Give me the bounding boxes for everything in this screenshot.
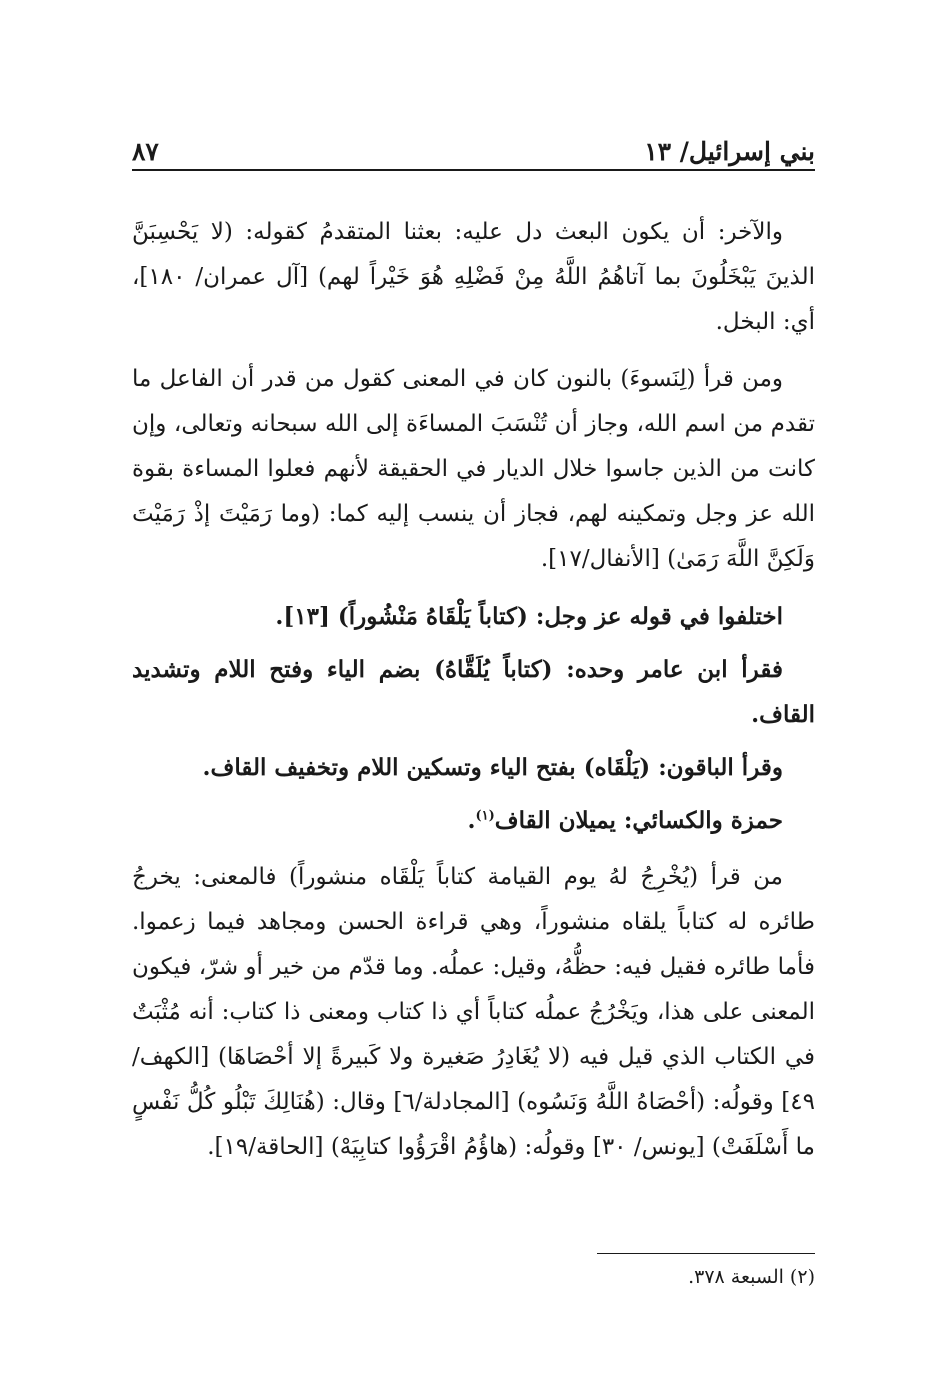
paragraph-5: وقرأ الباقون: (يَلْقَاه) بفتح الياء وتسكين اللام وتخفيف القاف. [202, 754, 783, 781]
paragraph-4: فقرأ ابن عامر وحده: (كتاباً يُلَقَّاهُ) بضم الياء وفتح اللام وتشديد القاف. [132, 656, 815, 728]
paragraph-2: ومن قرأ (لِنَسوءَ) بالنون كان في المعنى كقول من قدر أن الفاعل ما تقدم من اسم الله، وجاز أن تُنْسَبَ المساءَة إلى الله سبحانه وتعالى، وإن كانت من الذين جاسوا خلال الديار في الحقيقة لأنهم فعلوا المساءة بقوة الله عز وجل وتمكينه لهم، فجاز أن ينسب إليه كما: (وما رَمَيْتَ إذْ رَمَيْتَ وَلَكِنَّ اللَّهَ رَمَىٰ) [الأنفال/١٧]. [132, 366, 815, 572]
header-rule [132, 169, 815, 171]
page-number: ٨٧ [132, 137, 159, 166]
footnote-rule [597, 1253, 815, 1254]
paragraph-6 [132, 798, 815, 843]
footnote-marker: (١) [475, 808, 495, 824]
paragraph-6-text: حمزة والكسائي: يميلان القاف [494, 807, 783, 834]
paragraph-6-end: . [467, 807, 476, 834]
paragraph-7: من قرأ (يُخْرِجُ لهُ يوم القيامة كتاباً يَلْقَاه منشوراً) فالمعنى: يخرجُ طائره له كتاباً يلقاه منشوراً، وهي قراءة الحسن ومجاهد فيما زعموا. فأما طائره فقيل فيه: حظُّهُ، وقيل: عملُه. وما قدّم من خير أو شرّ، فيكون المعنى على هذا، ويَخْرُجُ عملُه كتاباً أي ذا كتاب ومعنى ذا كتاب: أنه مُثْبَتٌ في الكتاب الذي قيل فيه (لا يُغَادِرُ صَغيرة ولا كَبيرةً إلا أحْصَاهَا) [الكهف/ ٤٩] وقولُه: (أحْصَاهُ اللَّهُ وَنَسُوه) [المجادلة/٦] وقال: (هُنَالِكَ تَبْلُو كُلُّ نَفْسٍ ما أَسْلَفَتْ) [يونس/ ٣٠] وقولُه: (هاؤُمُ اقْرَؤُوا كتابِيَهْ) [الحاقة/١٩]. [132, 864, 815, 1160]
main-text [132, 210, 815, 1182]
footnote: (٢) السبعة ٣٧٨. [688, 1266, 815, 1288]
paragraph-1: والآخر: أن يكون البعث دل عليه: بعثنا المتقدمُ كقوله: (لا يَحْسِبَنَّ الذينَ يَبْخَلُونَ بما آتاهُمُ اللَّهُ مِنْ فَضْلِهِ هُوَ خَيْراً لهم) [آل عمران/ ١٨٠]، أي: البخل. [132, 219, 815, 335]
chapter-title: بني إسرائيل/ ١٣ [644, 137, 815, 166]
paragraph-3: اختلفوا في قوله عز وجل: (كتاباً يَلْقَاهُ مَنْشُوراً) [١٣]. [275, 603, 783, 630]
running-head [132, 126, 815, 166]
